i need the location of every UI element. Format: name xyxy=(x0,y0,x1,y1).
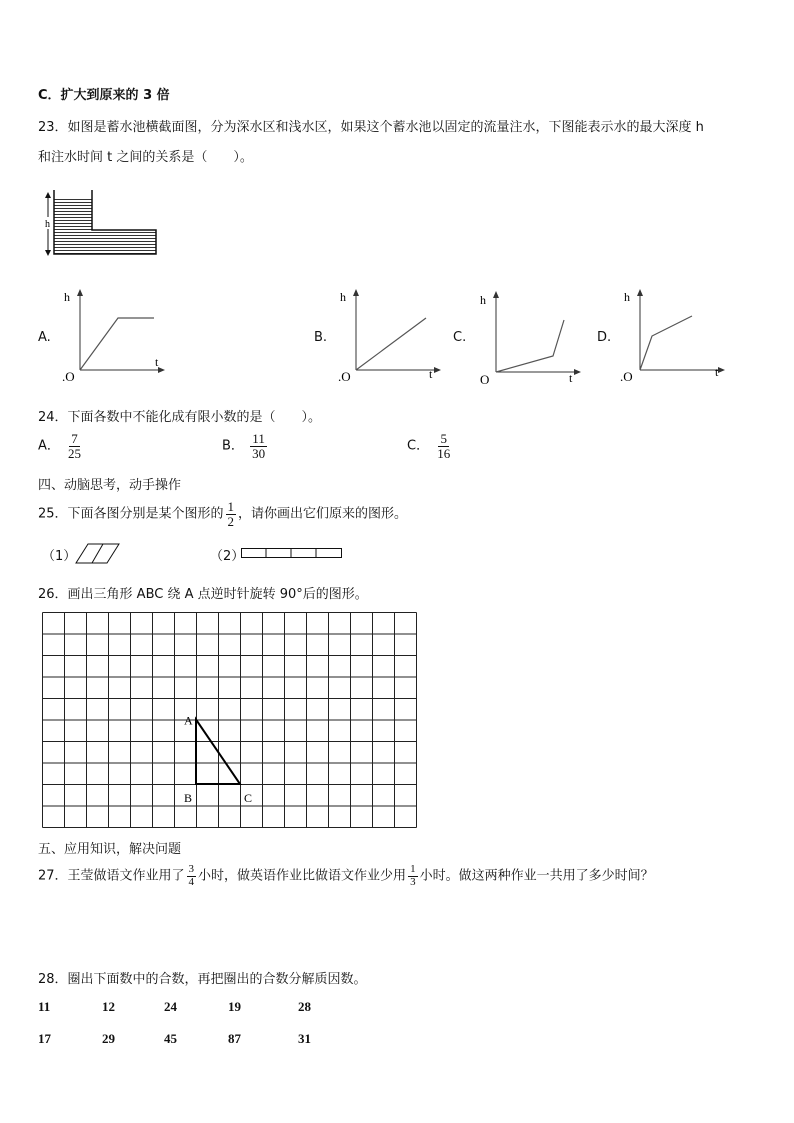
q22-option-c: C．扩大到原来的 3 倍 xyxy=(38,88,170,103)
q23-option-a-label: A. xyxy=(38,330,51,345)
q23-option-b-label: B. xyxy=(314,330,328,345)
q25-fig1-shape xyxy=(74,543,124,565)
q25-fraction: $\frac{1}{2}$ xyxy=(227,499,235,529)
section-5-heading: 五、应用知识，解决问题 xyxy=(38,842,182,857)
q24-stem: 24．下面各数中不能化成有限小数的是（ ）。 xyxy=(38,410,322,425)
q26-grid xyxy=(42,612,420,830)
section-4-heading: 四、动脑思考，动手操作 xyxy=(38,478,182,493)
q26-stem: 26．画出三角形 ABC 绕 A 点逆时针旋转 90°后的图形。 xyxy=(38,587,368,602)
q23-option-c-label: C. xyxy=(453,330,467,345)
graph-a xyxy=(60,286,170,386)
q28-number: 31 xyxy=(298,1031,311,1046)
q27-fraction-2: $\frac{1}{3}$ xyxy=(410,863,416,888)
q28-number: 29 xyxy=(102,1031,115,1046)
graph-b xyxy=(336,286,446,386)
graph-b-y-label: h xyxy=(340,290,346,304)
graph-a-origin: .O xyxy=(62,369,75,384)
q25-fig2-shape xyxy=(241,548,343,560)
q27-stem: 27．王莹做语文作业用了 $\frac{3}{4}$ 小时，做英语作业比做语文作业少用 $\frac{1}{3}$ 小时。做这两种作业一共用了多少时间？ xyxy=(38,863,654,888)
graph-c-y-label: h xyxy=(480,293,486,307)
q25-fig1-label: （1） xyxy=(42,549,77,564)
q28-number: 28 xyxy=(298,999,311,1014)
graph-c-origin: O xyxy=(480,372,490,387)
q28-number: 19 xyxy=(228,999,241,1014)
graph-b-origin: .O xyxy=(338,369,351,384)
q24-option-b-fraction: $\frac{11}{30}$ xyxy=(252,431,266,461)
vertex-b-label: B xyxy=(184,791,193,805)
graph-d-x-label: t xyxy=(715,365,719,379)
graph-b-x-label: t xyxy=(429,367,433,381)
q24-option-a-label: A． xyxy=(38,438,60,454)
q28-stem: 28．圈出下面数中的合数，再把圈出的合数分解质因数。 xyxy=(38,972,367,987)
q28-number: 12 xyxy=(102,999,115,1014)
graph-c xyxy=(476,288,586,388)
q28-number: 24 xyxy=(164,999,177,1014)
q27-fraction-1: $\frac{3}{4}$ xyxy=(188,863,195,888)
graph-a-y-label: h xyxy=(64,290,70,304)
q28-number: 87 xyxy=(228,1031,241,1046)
vertex-c-label: C xyxy=(244,791,253,805)
q24-option-a xyxy=(38,432,85,460)
q23-stem-line2: 和注水时间 t 之间的关系是（ ）。 xyxy=(38,150,253,165)
graph-d-y-label: h xyxy=(624,290,630,304)
pool-h-label: h xyxy=(45,219,50,230)
q25-stem: 25．下面各图分别是某个图形的 $\frac{1}{2}$ ，请你画出它们原来的图形。 xyxy=(38,499,408,529)
q24-option-c-label: C． xyxy=(407,438,430,454)
q24-option-c-fraction: $\frac{5}{16}$ xyxy=(437,431,451,461)
q28-number: 45 xyxy=(164,1031,177,1046)
q28-number: 11 xyxy=(38,999,51,1014)
pool-cross-section xyxy=(40,186,170,261)
graph-c-x-label: t xyxy=(569,371,573,385)
q25-fig2-label: （2） xyxy=(210,549,245,564)
q24-option-a-fraction: $\frac{7}{25}$ xyxy=(68,431,82,461)
graph-a-x-label: t xyxy=(155,355,159,369)
q24-option-b-label: B． xyxy=(222,438,244,454)
q23-stem-line1: 23．如图是蓄水池横截面图，分为深水区和浅水区，如果这个蓄水池以固定的流量注水，下图能表示水的最大深度 h xyxy=(38,120,704,135)
graph-d xyxy=(620,286,740,386)
vertex-a-label: A xyxy=(184,713,193,728)
q28-number: 17 xyxy=(38,1031,51,1046)
q24-option-c xyxy=(407,432,454,460)
graph-d-origin: .O xyxy=(620,369,633,384)
q24-option-b xyxy=(222,432,269,460)
q23-option-d-label: D. xyxy=(597,330,612,345)
